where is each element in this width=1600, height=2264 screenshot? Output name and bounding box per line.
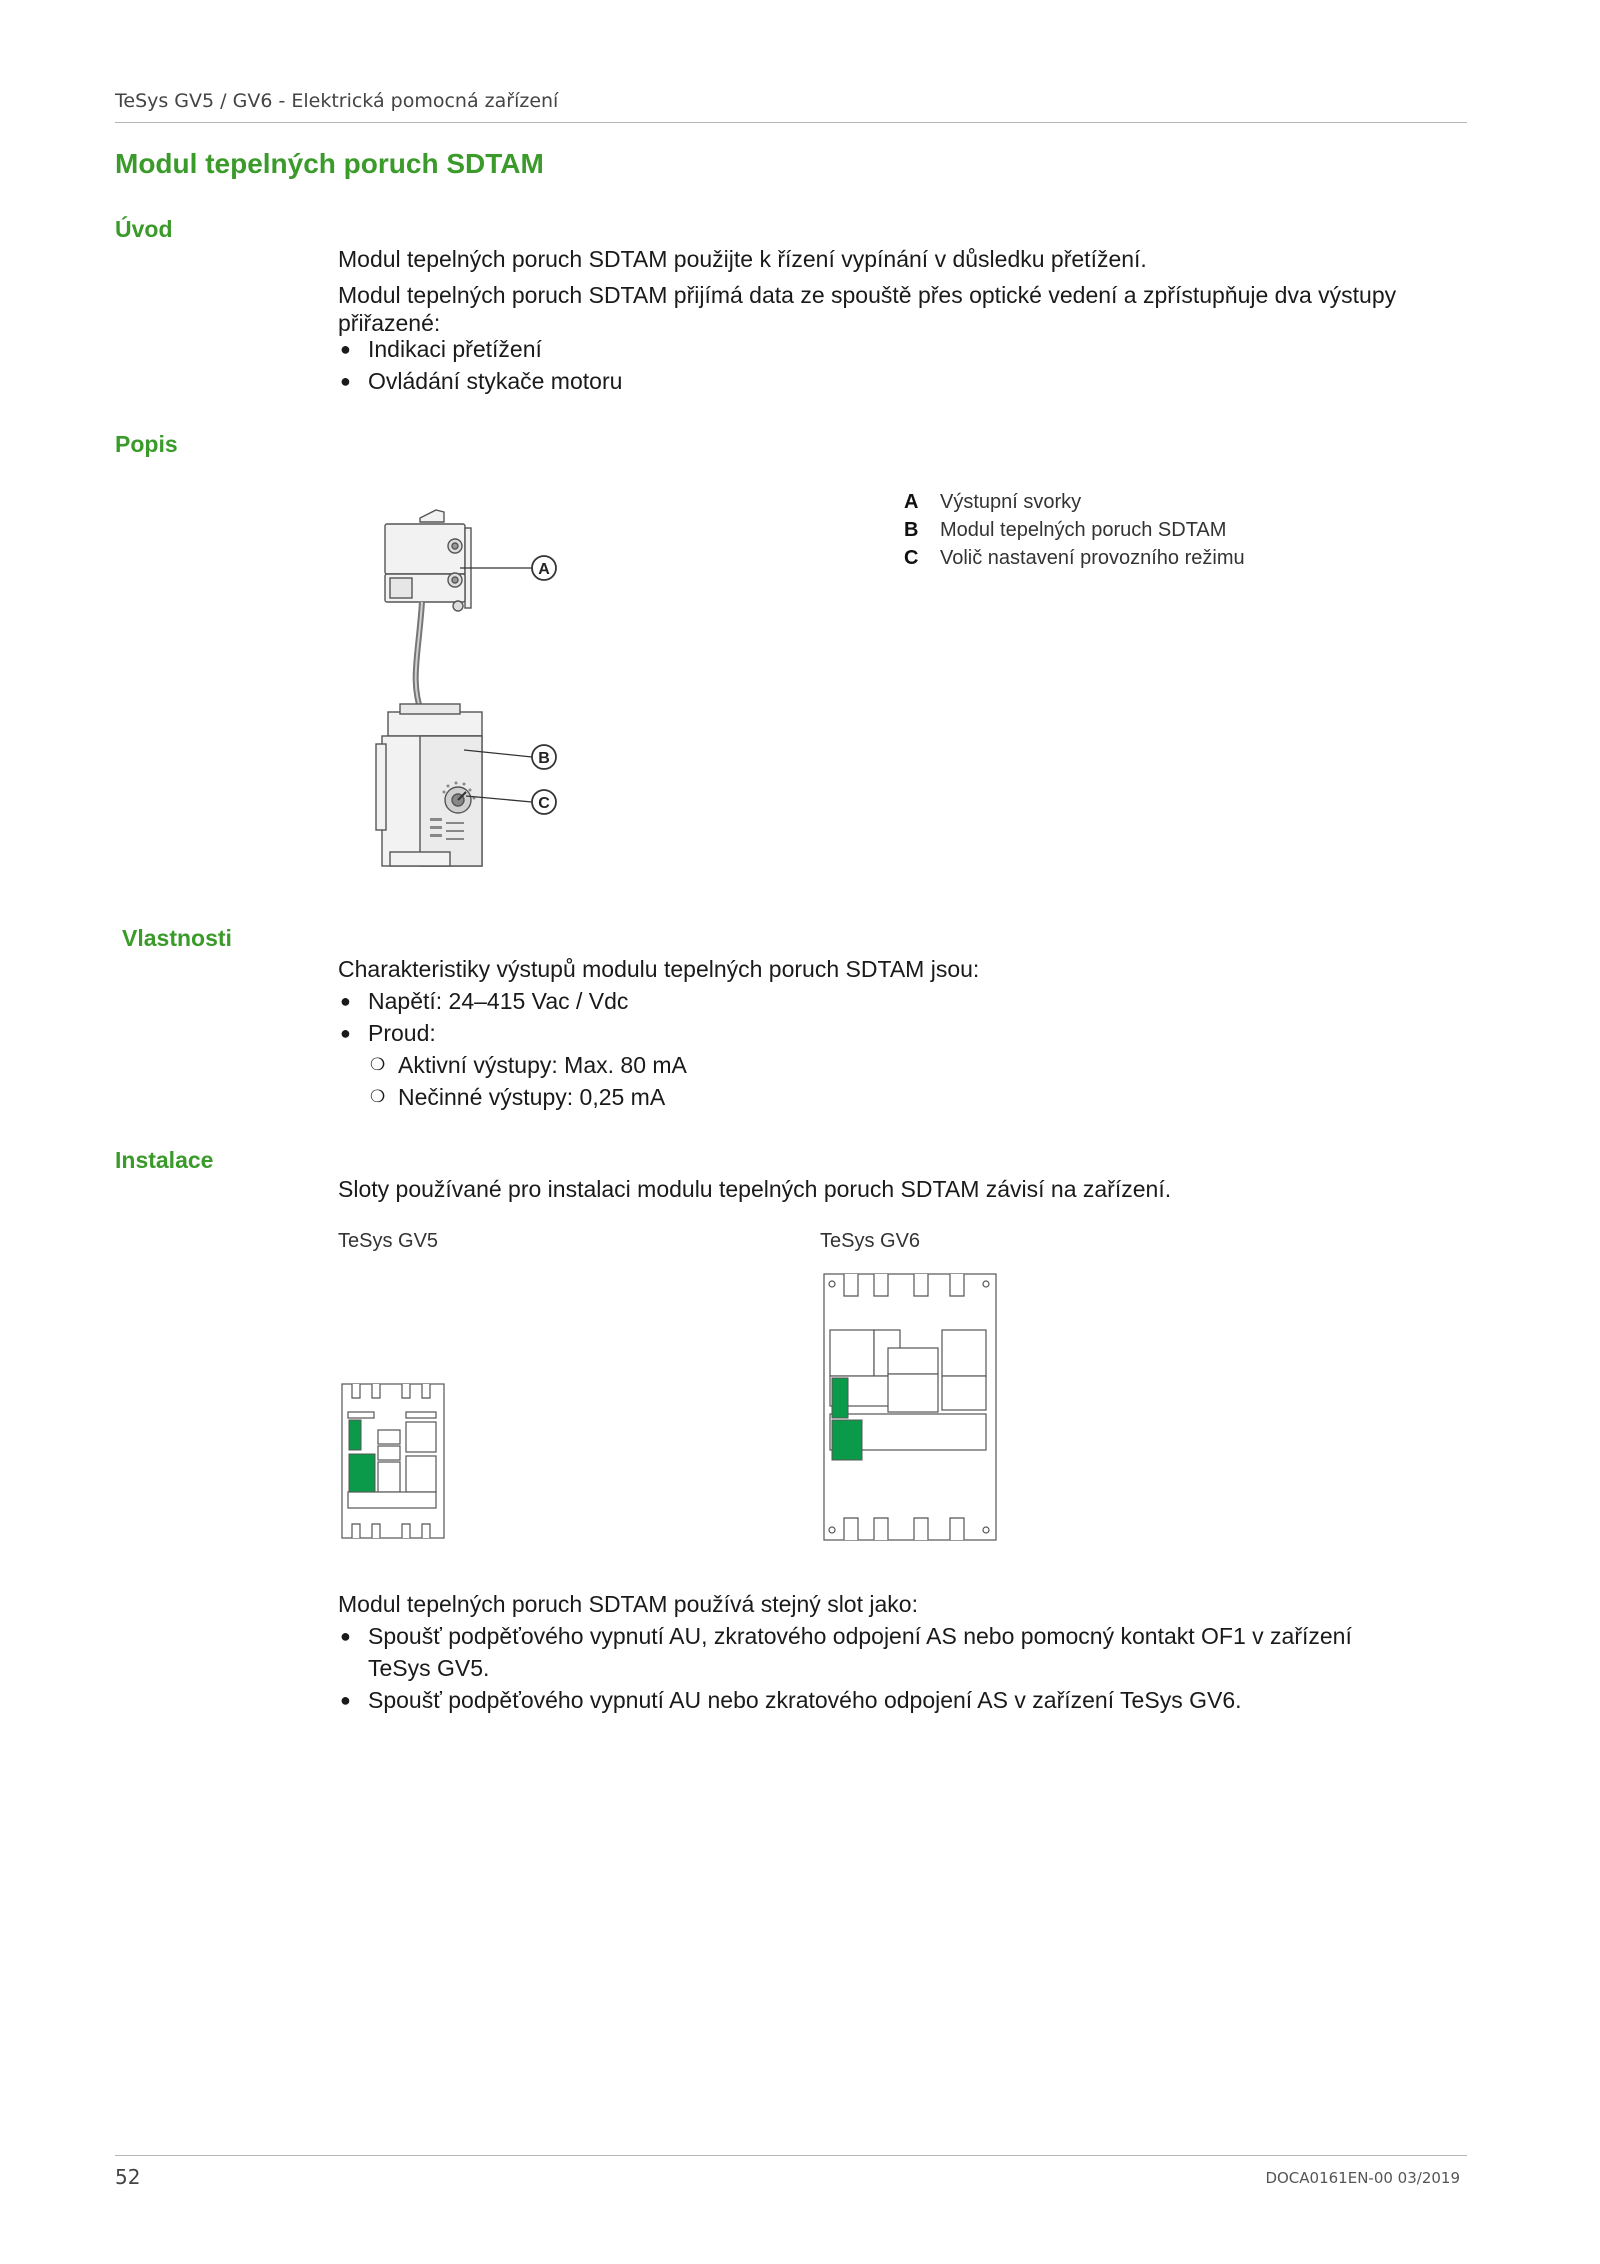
vlastnosti-intro: Charakteristiky výstupů modulu tepelných poruch SDTAM jsou: <box>338 956 980 982</box>
sub-list-item: ❍ Aktivní výstupy: Max. 80 mA <box>338 1049 687 1081</box>
legend-row-b: B Modul tepelných poruch SDTAM <box>904 519 1227 541</box>
list-item-current: ● Proud: <box>338 1017 687 1049</box>
uvod-paragraph-2-line1: Modul tepelných poruch SDTAM přijímá data ze spouště přes optické vedení a zpřístupňuje dva výstupy <box>338 282 1397 308</box>
document-reference: DOCA0161EN-00 03/2019 <box>1265 2169 1460 2187</box>
list-item: ● Spoušť podpěťového vypnutí AU nebo zkratového odpojení AS v zařízení TeSys GV6. <box>338 1684 1478 1716</box>
section-heading-vlastnosti: Vlastnosti <box>122 925 232 951</box>
section-heading-popis: Popis <box>115 431 178 457</box>
uvod-bullet-list <box>338 333 622 397</box>
header-rule <box>115 122 1467 123</box>
uvod-paragraph-2-line2: přiřazené: <box>338 310 441 336</box>
instalace-bullet-list <box>338 1620 1478 1716</box>
gv6-slot-diagram <box>822 1272 998 1542</box>
list-item: ● Spoušť podpěťového vypnutí AU, zkratového odpojení AS nebo pomocný kontakt OF1 v zařízení TeSys GV5. <box>338 1620 1478 1684</box>
sdtam-module-illustration <box>360 500 590 890</box>
sub-list-item: ❍ Nečinné výstupy: 0,25 mA <box>338 1081 687 1113</box>
section-heading-uvod: Úvod <box>115 216 173 242</box>
device-label-gv6: TeSys GV6 <box>820 1230 921 1252</box>
popis-legend <box>904 488 1245 572</box>
footer-rule <box>115 2155 1467 2156</box>
instalace-paragraph-2: Modul tepelných poruch SDTAM používá stejný slot jako: <box>338 1591 918 1617</box>
instalace-intro: Sloty používané pro instalaci modulu tepelných poruch SDTAM závisí na zařízení. <box>338 1176 1172 1202</box>
vlastnosti-list <box>338 985 687 1113</box>
gv5-slot-diagram <box>340 1382 446 1540</box>
section-heading-instalace: Instalace <box>115 1147 214 1173</box>
page-number: 52 <box>115 2165 141 2189</box>
uvod-paragraph-2 <box>338 281 1468 337</box>
legend-row-a: A Výstupní svorky <box>904 491 1082 513</box>
legend-row-c: C Volič nastavení provozního režimu <box>904 547 1245 569</box>
page-title: Modul tepelných poruch SDTAM <box>115 148 544 179</box>
device-label-gv5: TeSys GV5 <box>338 1230 439 1252</box>
callout-a: A <box>538 561 550 578</box>
callout-c: C <box>538 795 550 812</box>
list-item: ● Indikaci přetížení <box>338 333 622 365</box>
callout-b: B <box>538 750 550 767</box>
uvod-paragraph-1: Modul tepelných poruch SDTAM použijte k řízení vypínání v důsledku přetížení. <box>338 246 1147 272</box>
list-item: ● Ovládání stykače motoru <box>338 365 622 397</box>
list-item-voltage: ● Napětí: 24–415 Vac / Vdc <box>338 985 687 1017</box>
running-header: TeSys GV5 / GV6 - Elektrická pomocná zařízení <box>115 90 559 112</box>
